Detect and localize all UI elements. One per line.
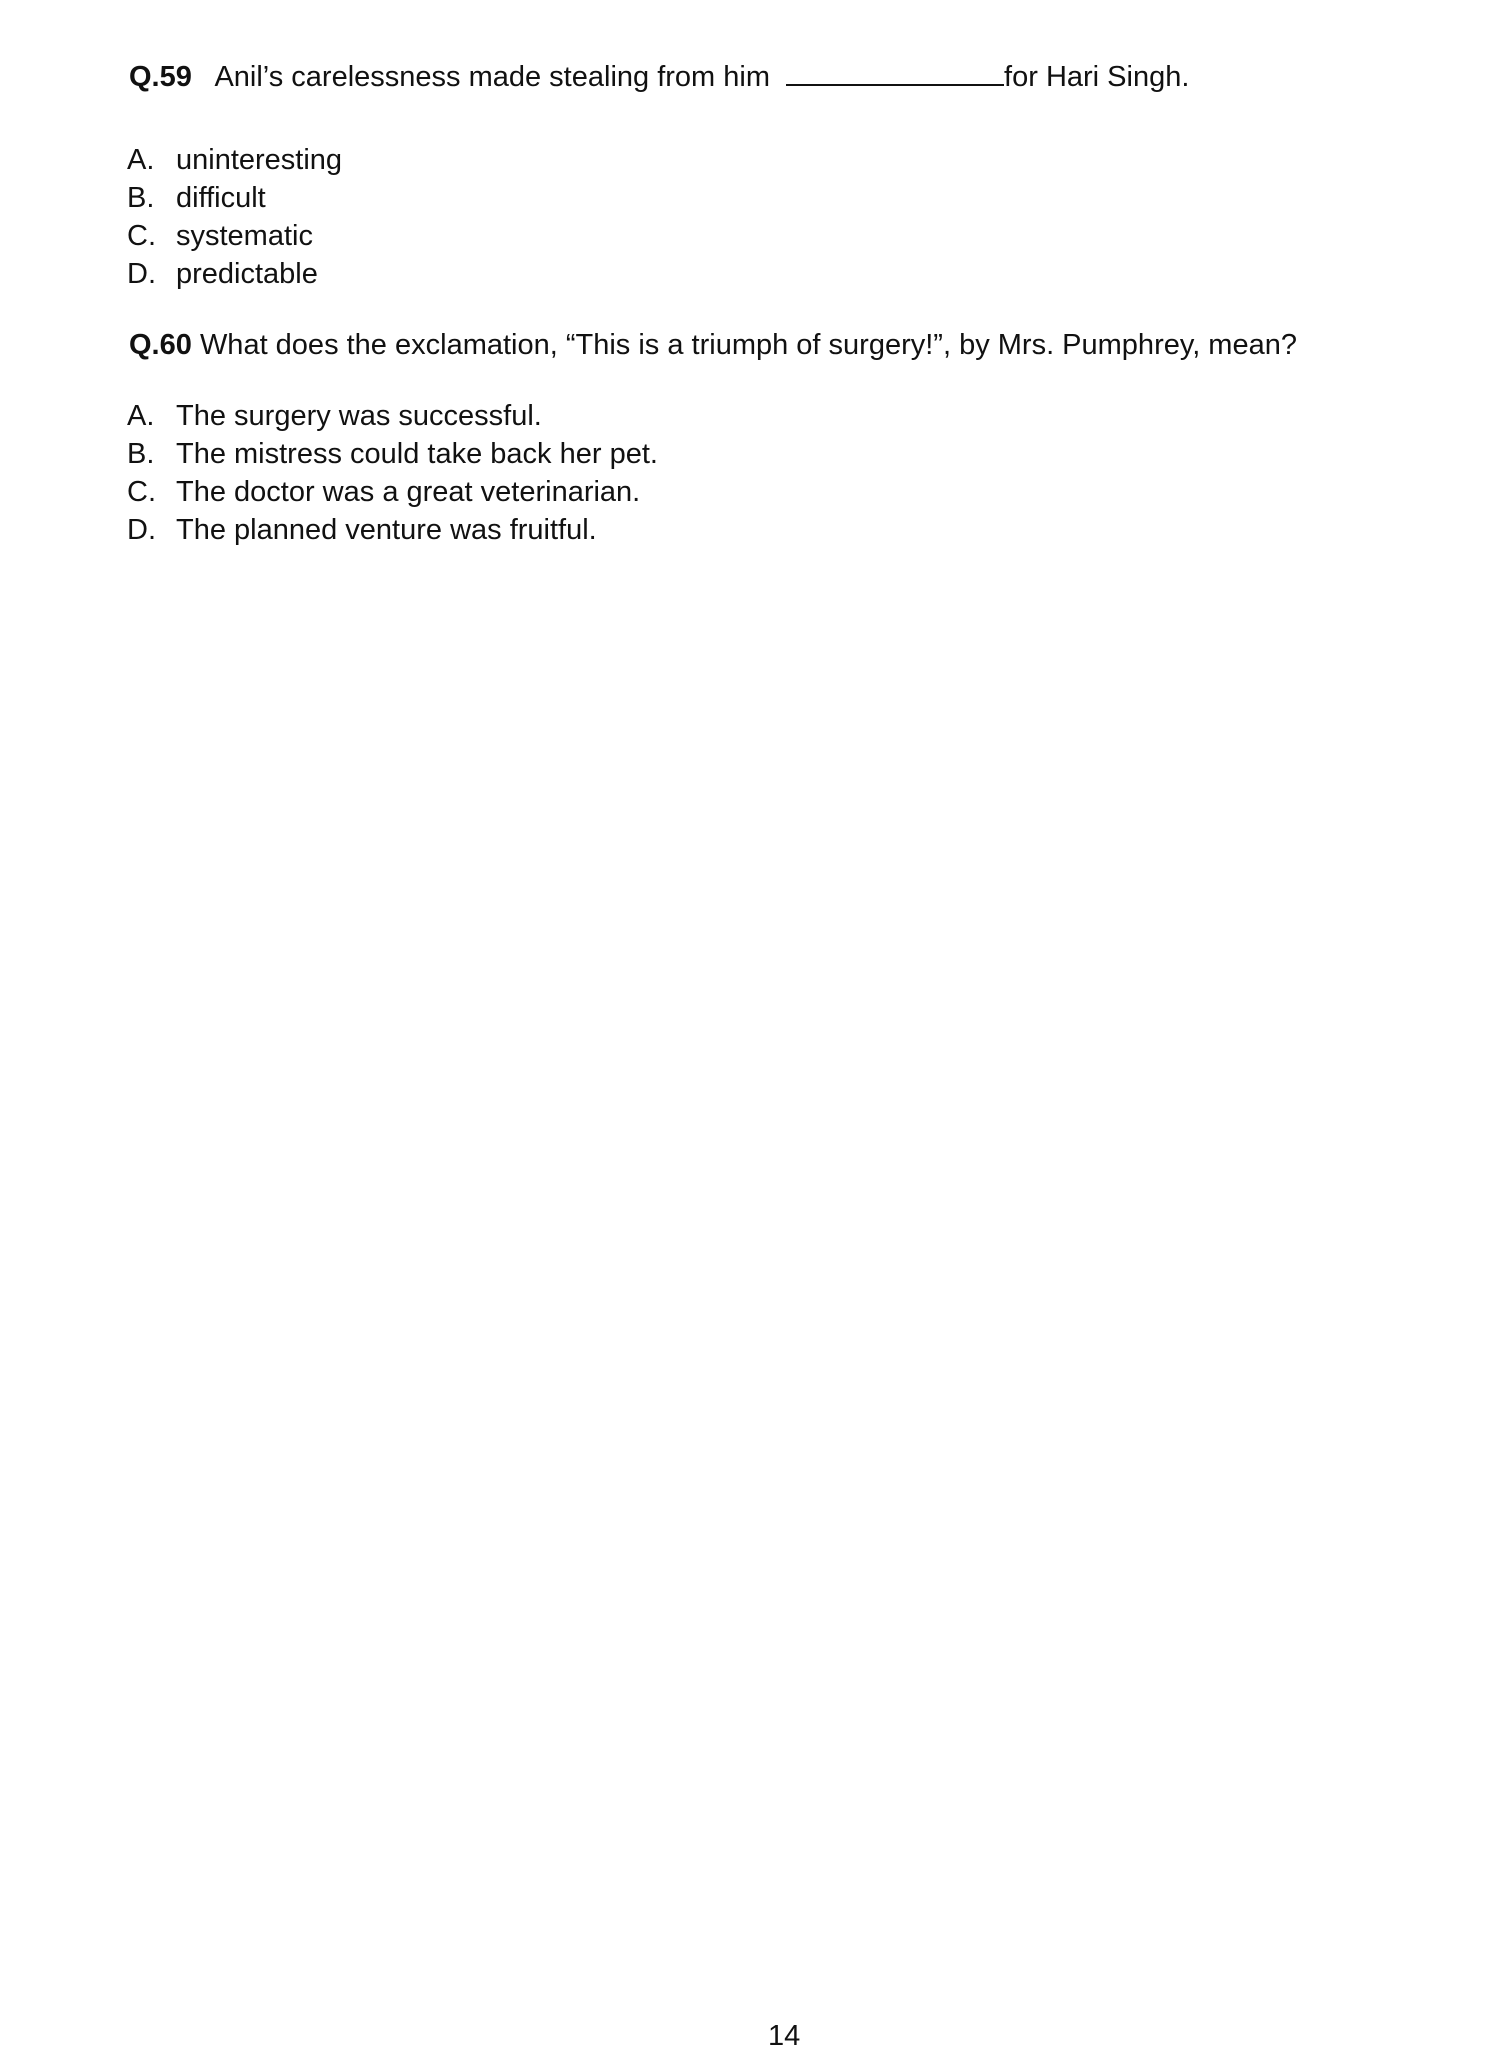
- question-number: Q.59: [129, 61, 192, 93]
- question-text-after: for Hari Singh.: [1004, 61, 1190, 93]
- option-letter: B.: [127, 438, 155, 470]
- option-a: [127, 141, 342, 179]
- option-text: The doctor was a great veterinarian.: [176, 476, 641, 508]
- question-59: [129, 58, 1189, 95]
- option-c: [127, 217, 342, 255]
- question-number: Q.60: [129, 329, 192, 361]
- option-text: The surgery was successful.: [176, 400, 542, 432]
- question-60: [129, 327, 1297, 363]
- option-letter: A.: [127, 400, 155, 432]
- option-letter: C.: [127, 220, 156, 252]
- question-text: Anil’s carelessness made stealing from him: [214, 61, 770, 93]
- option-b: [127, 435, 658, 473]
- options-60: [127, 397, 658, 549]
- option-text: uninteresting: [176, 144, 343, 176]
- options-59: [127, 141, 342, 293]
- option-letter: A.: [127, 144, 155, 176]
- option-letter: D.: [127, 514, 156, 546]
- option-a: [127, 397, 658, 435]
- answer-blank: [786, 58, 1004, 86]
- option-text: predictable: [176, 258, 318, 290]
- option-b: [127, 179, 342, 217]
- option-letter: D.: [127, 258, 156, 290]
- option-d: [127, 255, 342, 293]
- option-text: systematic: [176, 220, 313, 252]
- option-d: [127, 511, 658, 549]
- page-number: 14: [768, 2020, 801, 2052]
- option-text: The mistress could take back her pet.: [176, 438, 658, 470]
- option-letter: B.: [127, 182, 155, 214]
- option-c: [127, 473, 658, 511]
- option-letter: C.: [127, 476, 156, 508]
- option-text: The planned venture was fruitful.: [176, 514, 597, 546]
- question-text: What does the exclamation, “This is a triumph of surgery!”, by Mrs. Pumphrey, mean?: [199, 329, 1297, 361]
- option-text: difficult: [176, 182, 266, 214]
